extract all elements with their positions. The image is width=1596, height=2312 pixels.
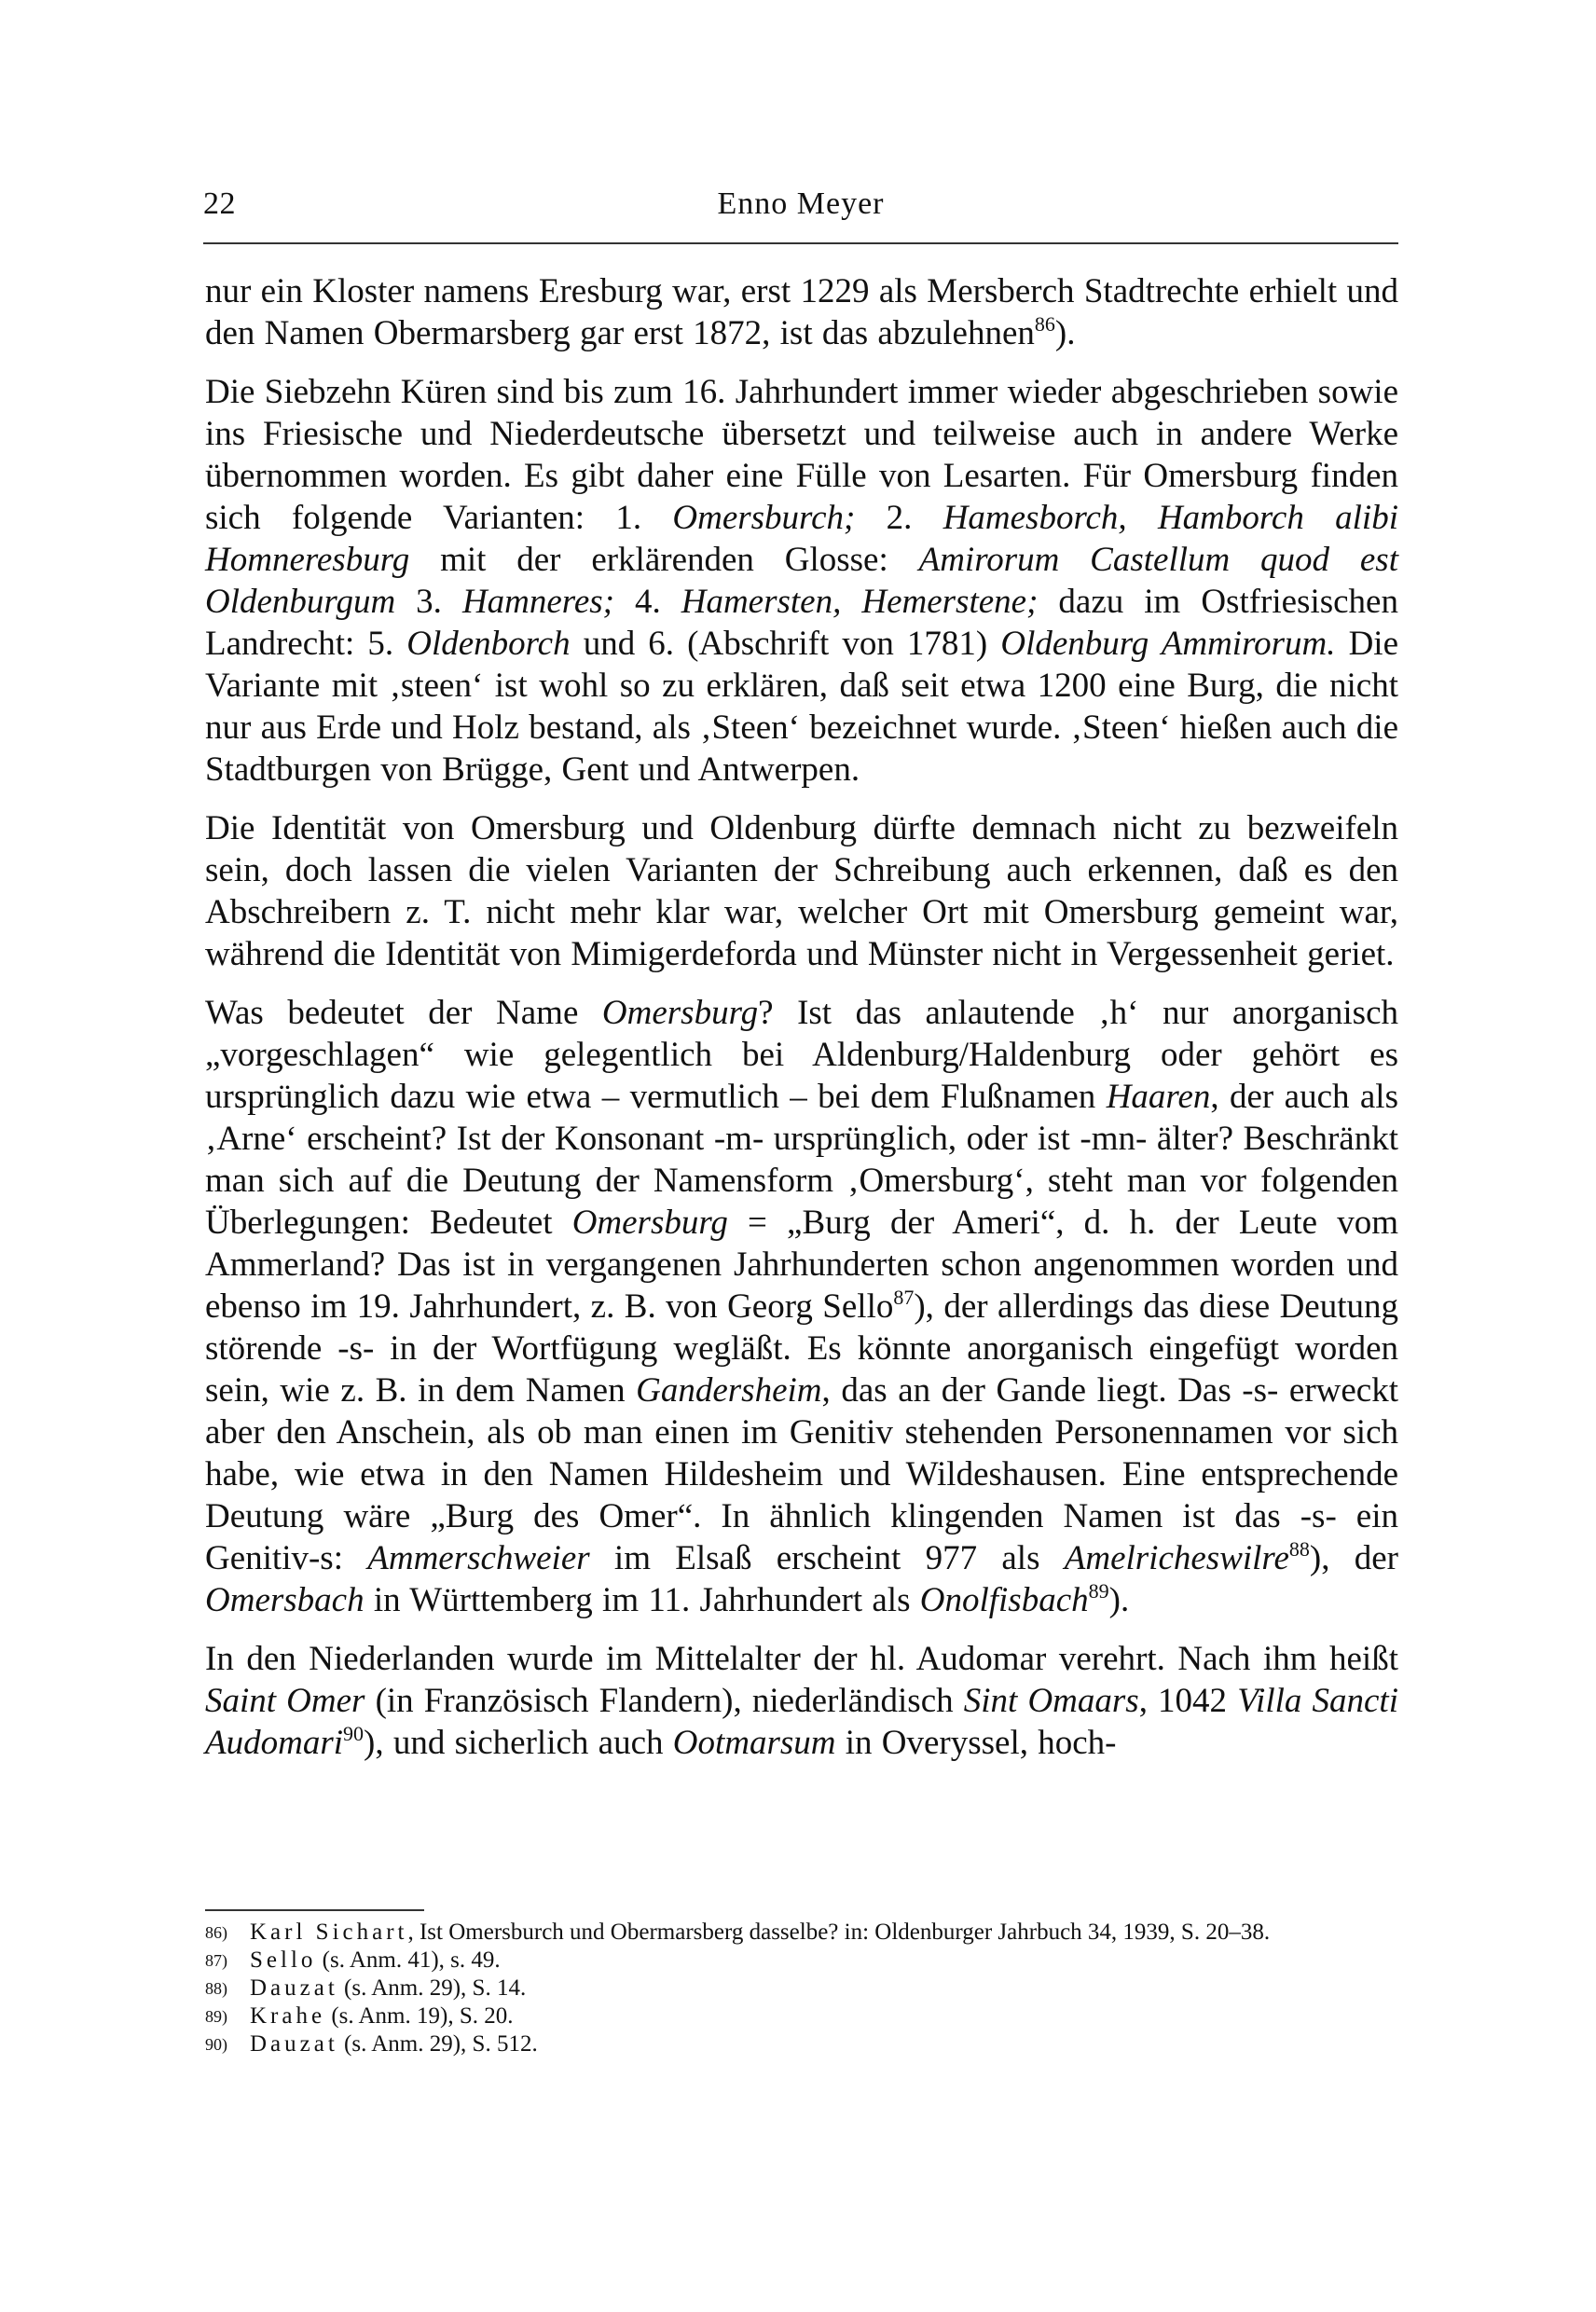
text-segment: nur ein Kloster namens Eresburg war, erst 1229 als Mersberch Stadtrechte erhielt und den Namen Obermarsberg gar erst 1872, ist das abzulehnen [205,272,1398,352]
page-number: 22 [203,186,236,221]
italic-text: Hamesborch, Hamborch alibi Homneresburg [205,499,1398,579]
italic-text: Villa Sancti Audomari [205,1682,1398,1762]
text-segment: 2. [855,499,943,537]
italic-text: Omersbach [205,1581,365,1619]
italic-text: Hamersten, Hemerstene; [681,583,1039,621]
text-segment: dazu im Ostfriesischen Landrecht: 5. [205,583,1398,663]
footnote-reference: 86 [1034,312,1055,336]
footnote-text: (s. Anm. 41), s. 49. [316,1947,501,1973]
text-segment: 4. [613,583,681,621]
text-segment: Was bedeutet der Name [205,994,602,1032]
italic-text: Amelricheswilre [1064,1539,1289,1577]
text-segment: ), der [1309,1539,1398,1577]
footnote-number: 89) [205,2007,227,2026]
footnote-number: 87) [205,1951,227,1970]
text-segment: Die Siebzehn Küren sind bis zum 16. Jahrhundert immer wieder abgeschrieben sowie ins Friesische und Niederdeutsche übersetzt und teilweise auch in andere Werke übernommen worden. Es gibt daher eine Fülle von Lesarten. Für Omersburg finden sich folgende Varianten: 1. [205,373,1398,537]
footnote-author: Dauzat [250,2031,338,2057]
italic-text: Oldenburg Ammirorum. [1000,625,1336,663]
text-segment: ). [1108,1581,1130,1619]
text-segment: 3. [395,583,462,621]
text-segment: Die Identität von Omersburg und Oldenburg dürfte demnach nicht zu bezweifeln sein, doch lassen die vielen Varianten der Schreibung auch erkennen, daß es den Abschreibern z. T. nicht mehr klar war, welcher Ort mit Omersburg gemeint war, während die Identität von Mimigerdeforda und Münster nicht in Vergessenheit geriet. [205,809,1398,973]
italic-text: Omersburg [571,1204,728,1242]
footnotes [205,1919,1398,2058]
italic-text: Gandersheim [636,1371,822,1410]
footnote [205,1947,1398,1975]
footnote-text: (s. Anm. 29), S. 14. [337,1975,527,2001]
footnote [205,1975,1398,2002]
text-segment: mit der erklärenden Glosse: [409,541,919,579]
italic-text: Haaren [1106,1078,1211,1116]
footnote [205,2030,1398,2058]
text-segment: , das an der Gande liegt. Das -s- erweckt aber den Anschein, als ob man einen im Genitiv stehenden Personennamen vor sich habe, wie etwa in den Namen Hildesheim und Wildeshausen. Eine entsprechende Deutung wäre „Burg des Omer“. In ähnlich klingenden Namen ist das -s- ein Genitiv-s: [205,1371,1398,1577]
text-segment: , der auch als ‚Arne‘ erscheint? Ist der Konsonant -m- ursprünglich, oder ist -mn- älter? Beschränkt man sich auf die Deutung der Namensform ‚Omersburg‘, steht man vor folgenden Überlegungen: Bedeutet [205,1078,1398,1242]
footnote-reference: 87 [893,1286,915,1309]
text-segment: ). [1054,314,1076,352]
italic-text: Ootmarsum [672,1724,836,1762]
footnote-text: (s. Anm. 29), S. 512. [337,2031,538,2057]
footnote-reference: 89 [1088,1579,1109,1603]
text-segment: ), der allerdings das diese Deutung störende -s- in der Wortfügung wegläßt. Es könnte anorganisch eingefügt worden sein, wie z. B. in dem Namen [205,1287,1398,1410]
footnote-text: (s. Anm. 19), S. 20. [325,2003,514,2029]
paragraph [205,807,1398,975]
text-segment: In den Niederlanden wurde im Mittelalter der hl. Audomar verehrt. Nach ihm heißt [205,1640,1398,1678]
italic-text: Sint Omaars [963,1682,1139,1720]
footnote-number: 88) [205,1979,227,1998]
footnote-author: Sello [250,1947,317,1973]
italic-text: Omersburch; [672,499,856,537]
footnote-rule [205,1909,424,1911]
paragraph [205,1638,1398,1764]
footnote-author: Krahe [250,2003,326,2029]
footnote [205,2002,1398,2030]
footnote-reference: 88 [1288,1537,1310,1561]
italic-text: Saint Omer [205,1682,365,1720]
text-segment: ), und sicherlich auch [364,1724,673,1762]
footnote-number: 86) [205,1923,227,1942]
italic-text: Omersburg [601,994,759,1032]
text-segment: in Overyssel, hoch- [835,1724,1117,1762]
footnote-author: Dauzat [250,1975,338,2001]
paragraph [205,992,1398,1621]
footnote-text: , Ist Omersburch und Obermarsberg dasselbe? in: Oldenburger Jahrbuch 34, 1939, S. 20–38. [407,1920,1271,1945]
text-segment: im Elsaß erscheint 977 als [589,1539,1065,1577]
footnote-number: 90) [205,2035,227,2054]
header-rule [203,242,1398,244]
italic-text: Hamneres; [461,583,614,621]
text-segment: = „Burg der Ameri“, d. h. der Leute vom Ammerland? Das ist in vergangenen Jahrhunderten schon angenommen worden und ebenso im 19. Jahrhundert, z. B. von Georg Sello [205,1204,1398,1326]
body-text [205,270,1398,1781]
running-head: Enno Meyer [717,186,885,221]
text-segment: , 1042 [1138,1682,1238,1720]
italic-text: Oldenborch [406,625,571,663]
text-segment: und 6. (Abschrift von 1781) [570,625,1001,663]
text-segment: in Württemberg im 11. Jahrhundert als [364,1581,920,1619]
footnote [205,1919,1398,1947]
paragraph [205,371,1398,791]
italic-text: Onolfisbach [919,1581,1089,1619]
italic-text: Ammerschweier [367,1539,590,1577]
text-segment: (in Französisch Flandern), niederländisch [365,1682,964,1720]
page-header [203,186,1398,233]
text-segment: ? Ist das anlautende ‚h‘ nur anorganisch „vorgeschlagen“ wie gelegentlich bei Aldenburg/Haldenburg oder gehört es ursprünglich dazu wie etwa – vermutlich – bei dem Flußnamen [205,994,1398,1116]
footnote-reference: 90 [343,1722,364,1745]
paragraph [205,270,1398,354]
italic-text: Amirorum Castellum quod est Oldenburgum [205,541,1398,621]
footnote-author: Karl Sichart [250,1920,408,1945]
text-segment: Die Variante mit ‚steen‘ ist wohl so zu erklären, daß seit etwa 1200 eine Burg, die nicht nur aus Erde und Holz bestand, als ‚Steen‘ bezeichnet wurde. ‚Steen‘ hießen auch die Stadtburgen von Brügge, Gent und Antwerpen. [205,625,1398,789]
